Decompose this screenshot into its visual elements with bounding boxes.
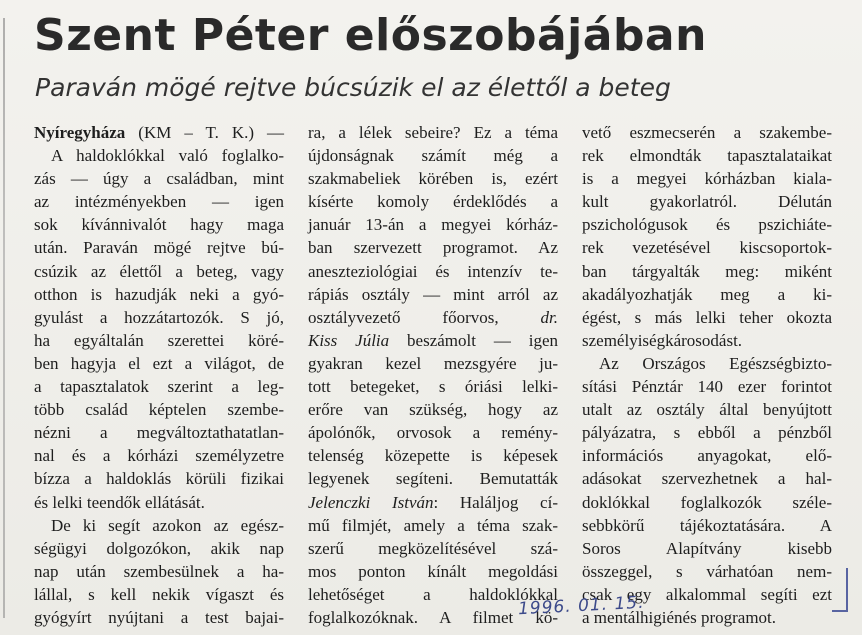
- text-line: lállal, s kell nekik vígaszt és: [34, 584, 284, 604]
- text-line: nap után szembesülnek a ha-: [34, 561, 284, 581]
- italic-name: Kiss Júlia: [308, 330, 390, 350]
- handwritten-date: 1996. 01. 15.: [517, 592, 645, 620]
- text-line: csúzik az élettől a beteg, vagy: [34, 261, 284, 281]
- text-line: A haldoklókkal való foglalko-: [51, 146, 284, 166]
- text-line: több család képtelen szembe-: [34, 400, 284, 420]
- text-line: rápiás osztály — mint arról az: [308, 284, 558, 304]
- headline: Szent Péter előszobájában: [34, 10, 707, 61]
- text-line: sítási Pénztár 140 ezer forintot: [582, 377, 832, 397]
- text-line: akadályozhatják meg a ki-: [582, 284, 832, 304]
- text-line: személyiségkárosodást.: [582, 330, 743, 350]
- text-line: az intézményekben — igen: [34, 192, 284, 212]
- text-line: ban tárgyalták meg: miként: [582, 261, 832, 281]
- text-line: otthon is hazudják neki a gyó-: [34, 284, 284, 304]
- paragraph: [34, 121, 284, 514]
- text-line: Jelenczki István: Haláljog cí-: [308, 492, 558, 512]
- text-line: égést, s más lelki teher okozta: [582, 307, 832, 327]
- text-line: vető eszmecserén a szakembe-: [582, 123, 832, 142]
- text-line: rek vezetésével kiscsoportok-: [582, 238, 832, 258]
- text-line: erőre van szükség, hogy az: [308, 400, 558, 420]
- text-line: sebbkörű tájékoztatására. A: [582, 515, 832, 535]
- text-line: osztályvezető főorvos, dr.: [308, 307, 558, 327]
- text-line: utalt az osztály által benyújtott: [582, 400, 832, 420]
- text-line: Soros Alapítvány kisebb: [582, 538, 832, 558]
- text-line: gyakran kezel mezsgyére ju-: [308, 353, 558, 373]
- text-line: zás — úgy a családban, mint: [34, 169, 284, 189]
- text-line: lehetőséget a haldoklókkal: [308, 584, 558, 604]
- text-line: mű filmjét, amely a téma szak-: [308, 515, 558, 535]
- text-line: szerű megközelítésével szá-: [308, 538, 558, 558]
- text-line: telenség közepette is képesek: [308, 446, 558, 466]
- text-line: pszichológusok és pszichiáte-: [582, 215, 832, 235]
- text-line: ségügyi dolgozókon, akik nap: [34, 538, 284, 558]
- article-column-3: [582, 121, 832, 629]
- text-line: doklókkal foglalkozók széle-: [582, 492, 832, 512]
- byline: (KM – T. K.) —: [138, 123, 285, 142]
- italic-name: Jelenczki István: [308, 492, 434, 512]
- text-line: kult gyakorlatról. Délután: [582, 192, 832, 212]
- text-line: rek elmondták tapasztalataikat: [582, 146, 832, 166]
- text-line: csak egy alkalommal segíti ezt: [582, 584, 832, 604]
- text-line: tott betegeket, s óriási lelki-: [308, 377, 558, 397]
- text-line: legyenek segíteni. Bemutatták: [308, 469, 558, 489]
- text-line: nal és a kórházi személyzetre: [34, 446, 284, 466]
- text-line: sok kívánnivalót hagy maga: [34, 215, 284, 235]
- scan-edge: [3, 18, 5, 618]
- text-line: gyulást a hozzátartozók. S jó,: [34, 307, 284, 327]
- text-line: nézni a megváltoztathatatlan-: [34, 423, 284, 443]
- article-column-2: [308, 121, 558, 629]
- paragraph: [582, 121, 832, 352]
- text-line: összeggel, s várhatóan nem-: [582, 561, 832, 581]
- dateline: Nyíregyháza: [34, 123, 126, 142]
- text-line: a mentálhigiénés programot.: [582, 607, 777, 627]
- text-line: ápolónők, orvosok a remény-: [308, 423, 558, 443]
- text-line: ben hagyja el ezt a világot, de: [34, 353, 284, 373]
- text-line: De ki segít azokon az egész-: [51, 515, 284, 535]
- text-line: Az Országos Egészségbizto-: [599, 353, 832, 373]
- paragraph: [34, 514, 284, 629]
- article-column-1: [34, 121, 284, 629]
- text-line: is a megyei kórházban kiala-: [582, 169, 832, 189]
- text-line: aneszteziológiai és intenzív te-: [308, 261, 558, 281]
- text-line: bízza a haldoklás körüli fizikai: [34, 469, 284, 489]
- text-line: kísérte komoly érdeklődés a: [308, 192, 558, 212]
- text-line: foglalkozóknak. A filmet kö-: [308, 607, 558, 627]
- text-line: ha egyáltalán szerettei köré-: [34, 330, 284, 350]
- text-line: Kiss Júlia beszámolt — igen: [308, 330, 558, 350]
- text-line: január 13-án a megyei kórház-: [308, 215, 558, 235]
- text-line: információs anyagokat, elő-: [582, 446, 832, 466]
- italic-name: dr.: [540, 307, 558, 327]
- subheadline: Paraván mögé rejtve búcsúzik el az élettől a beteg: [35, 73, 671, 102]
- text-line: a tapasztalatok szerint a leg-: [34, 377, 284, 397]
- paragraph: [308, 121, 558, 629]
- pencil-bracket-mark: [832, 568, 848, 612]
- text-line: ban szervezett programot. Az: [308, 238, 558, 258]
- text-line: szakmabeliek körében is, ezért: [308, 169, 558, 189]
- text-line: ra, a lélek sebeire? Ez a téma: [308, 123, 558, 142]
- text-line: és lelki teendők ellátását.: [34, 492, 205, 512]
- text-line: után. Paraván mögé rejtve bú-: [34, 238, 284, 258]
- text-line: pályázatra, s ebből a pénzből: [582, 423, 832, 443]
- text-line: mos ponton kínált megoldási: [308, 561, 558, 581]
- text-line: gyógyírt nyújtani a test bajai-: [34, 607, 284, 627]
- text-line: adásokat szervezhetnek a hal-: [582, 469, 832, 489]
- paragraph: [582, 352, 832, 629]
- text-line: újdonságnak számít még a: [308, 146, 558, 166]
